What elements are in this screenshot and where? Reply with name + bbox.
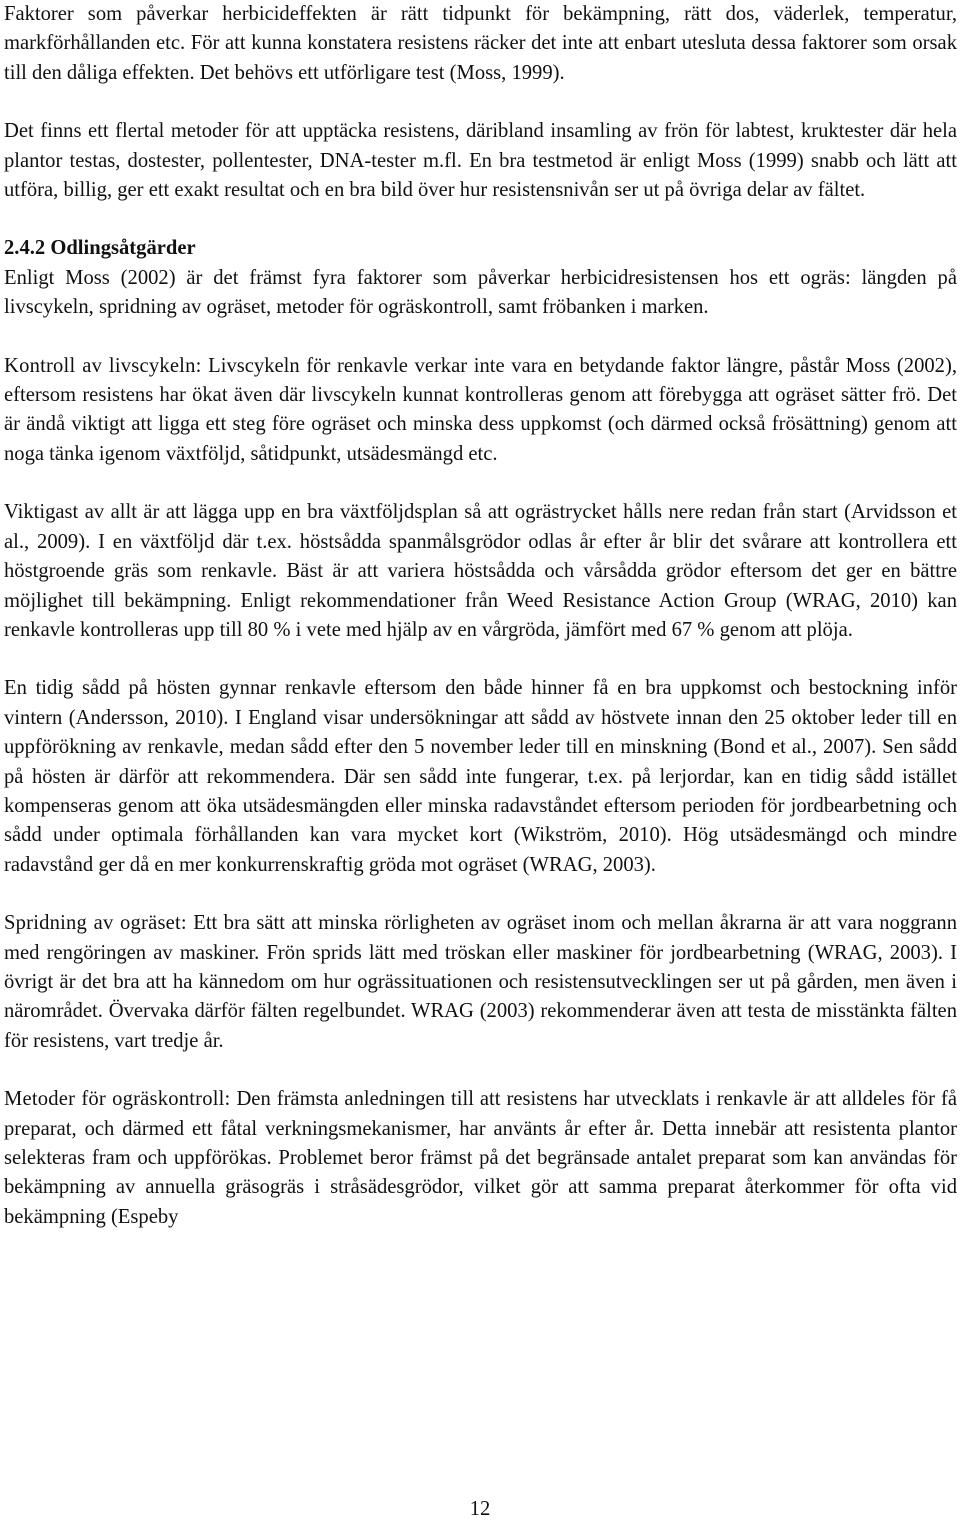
paragraph-gap [4, 880, 957, 909]
paragraph-herbicide-factors: Faktorer som påverkar herbicideffekten är rätt tidpunkt för bekämpning, rätt dos, väderlek, temperatur, markförhållanden etc. För att kunna konstatera resistens räcker det inte att enbart utesluta dessa faktorer som orsak till den dåliga effekten. Det behövs ett utförligare test (Moss, 1999). [4, 3, 957, 84]
paragraph-lead-spread: Spridning av ogräset: [4, 912, 187, 935]
paragraph-gap [4, 645, 957, 674]
document-page [4, 0, 957, 1232]
paragraph-four-factors: Enligt Moss (2002) är det främst fyra faktorer som påverkar herbicidresistensen hos ett ogräs: längden på livscykeln, spridning av ogräset, metoder för ogräskontroll, samt fröbanken i marken. [4, 266, 957, 319]
paragraph-gap [4, 469, 957, 498]
section-heading: 2.4.2 Odlingsåtgärder [4, 237, 196, 260]
paragraph-gap [4, 88, 957, 117]
paragraph-crop-rotation: Viktigast av allt är att lägga upp en bra växtföljdsplan så att ogrästrycket hålls nere redan från start (Arvidsson et al., 2009). I en växtföljd där t.ex. höstsådda spanmålsgrödor odlas år efter år blir det svårare att kontrollera ett höstgroende gräs som renkavle. Bäst är att variera höstsådda och vårsådda grödor eftersom det ger en bättre möjlighet till bekämpning. Enligt rekommendationer från Weed Resistance Action Group (WRAG, 2010) kan renkavle kontrolleras upp till 80 % i vete med hjälp av en vårgröda, jämfört med 67 % genom att plöja. [4, 501, 957, 641]
paragraph-weed-spread [4, 909, 957, 1056]
paragraph-gap [4, 323, 957, 352]
paragraph-body-lifecycle: Livscykeln för renkavle verkar inte vara en betydande faktor längre, påstår Moss (2002), eftersom resistens har ökat även där livscykeln kunnat kontrolleras genom att förebygga att ogräset sätter frö. Det är ändå viktigt att ligga ett steg före ogräset och minska dess uppkomst (och därmed också frösättning) genom att noga tänka igenom växtföljd, såtidpunkt, utsädesmängd etc. [4, 354, 957, 465]
paragraph-gap [4, 1056, 957, 1085]
paragraph-body-methods: Den främsta anledningen till att resistens har utvecklats i renkavle är att alldeles för få preparat, och därmed ett fåtal verkningsmekanismer, har använts år efter år. Detta innebär att resistenta plantor selekteras fram och uppförökas. Problemet beror främst på det begränsade antalet preparat som kan användas för bekämpning av annuella gräsogräs i stråsädesgrödor, vilket gör att samma preparat återkommer för ofta vid bekämpning (Espeby [4, 1088, 957, 1228]
paragraph-gap [4, 205, 957, 234]
paragraph-lead-methods: Metoder för ogräskontroll: [4, 1088, 231, 1111]
page-number: 12 [469, 1498, 491, 1520]
paragraph-lifecycle-control [4, 352, 957, 470]
paragraph-sowing-time: En tidig sådd på hösten gynnar renkavle eftersom den både hinner få en bra uppkomst och bestockning inför vintern (Andersson, 2010). I England visar undersökningar att sådd av höstvete innan den 25 oktober leder till en uppförökning av renkavle, medan sådd efter den 5 november leder till en minskning (Bond et al., 2007). Sen sådd på hösten är därför att rekommendera. Där sen sådd inte fungerar, t.ex. på lerjordar, kan en tidig sådd istället kompenseras genom att öka utsädesmängden eller minska radavståndet eftersom perioden för jordbearbetning och sådd under optimala förhållanden kan vara mycket kort (Wikström, 2010). Hög utsädesmängd och mindre radavstånd ger då en mer konkurrenskraftig gröda mot ogräset (WRAG, 2003). [4, 677, 957, 876]
paragraph-control-methods [4, 1085, 957, 1232]
paragraph-test-methods: Det finns ett flertal metoder för att upptäcka resistens, däribland insamling av frön för labtest, kruktester där hela plantor testas, dostester, pollentester, DNA-tester m.fl. En bra testmetod är enligt Moss (1999) snabb och lätt att utföra, billig, ger ett exakt resultat och en bra bild över hur resistensnivån ser ut på övriga delar av fältet. [4, 120, 957, 202]
paragraph-body-spread: Ett bra sätt att minska rörligheten av ogräset inom och mellan åkrarna är att vara noggrann med rengöringen av maskiner. Frön sprids lätt med tröskan eller maskiner för jordbearbetning (WRAG, 2003). I övrigt är det bra att ha kännedom om hur ogrässituationen och resistensutvecklingen ser ut på gården, men även i närområdet. Övervaka därför fälten regelbundet. WRAG (2003) rekommenderar även att testa de misstänkta fälten för resistens, vart tredje år. [4, 912, 957, 1052]
paragraph-lead-lifecycle: Kontroll av livscykeln: [4, 354, 202, 377]
